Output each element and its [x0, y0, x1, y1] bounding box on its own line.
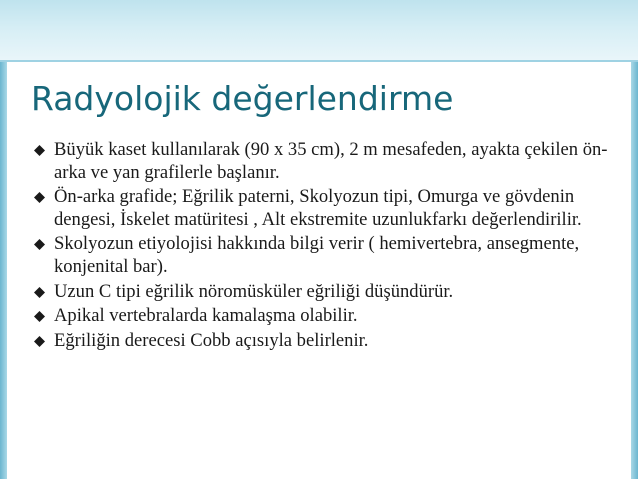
bullet-item	[32, 233, 622, 278]
bullet-text: Uzun C tipi eğrilik nöromüsküler eğriliği düşündürür.	[54, 280, 454, 302]
bullet-item	[32, 139, 622, 184]
bullet-text: Skolyozun etiyolojisi hakkında bilgi verir ( hemivertebra, ansegmente, konjenital bar).	[54, 233, 580, 277]
bullet-text: Apikal vertebralarda kamalaşma olabilir.	[54, 305, 358, 327]
bullet-list	[32, 139, 622, 354]
filled-diamond-icon	[34, 311, 45, 322]
top-banner	[0, 0, 638, 62]
bullet-text: Eğriliğin derecesi Cobb açısıyla belirlenir.	[54, 329, 369, 351]
bullet-text: Ön-arka grafide; Eğrilik paterni, Skolyozun tipi, Omurga ve gövdenin dengesi, İskelet matüritesi , Alt ekstremite uzunlukfarkı değerlendirilir.	[54, 186, 582, 230]
filled-diamond-icon	[34, 145, 45, 156]
filled-diamond-icon	[34, 287, 45, 298]
bullet-item	[32, 330, 622, 353]
filled-diamond-icon	[34, 336, 45, 347]
filled-diamond-icon	[34, 239, 45, 250]
bullet-item	[32, 186, 622, 231]
filled-diamond-icon	[34, 192, 45, 203]
bullet-text: Büyük kaset kullanılarak (90 x 35 cm), 2 m mesafeden, ayakta çekilen ön-arka ve yan grafilerle başlanır.	[54, 139, 608, 183]
slide-title: Radyolojik değerlendirme	[31, 79, 454, 118]
bullet-item	[32, 305, 622, 328]
bullet-item	[32, 281, 622, 304]
right-border-bar	[631, 62, 638, 479]
left-border-bar	[0, 62, 7, 479]
banner-divider	[0, 60, 638, 62]
